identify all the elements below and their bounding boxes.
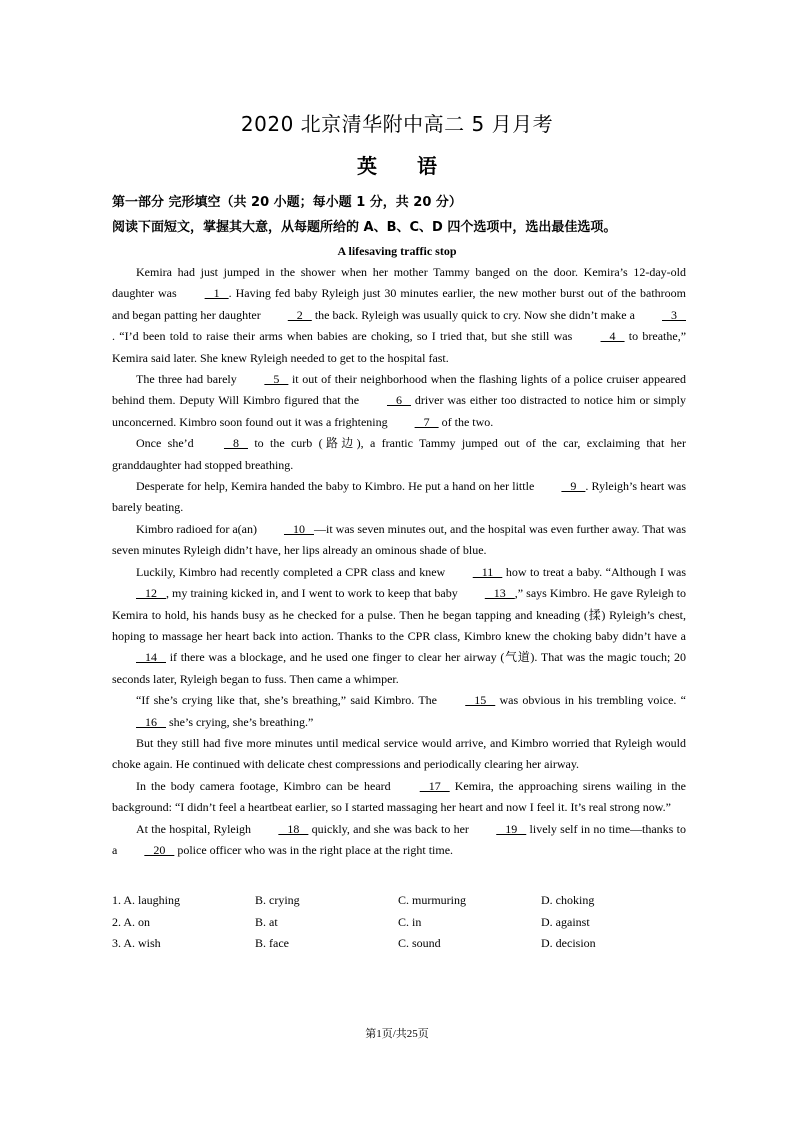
directions: 阅读下面短文，掌握其大意，从每题所给的 A、B、C、D 四个选项中，选出最佳选项。 (112, 220, 617, 235)
passage-text: . “I’d been told to raise their arms when babies are choking, so I tried that, but she still was (112, 329, 577, 344)
blank-15: 15 (465, 693, 496, 708)
option-item: 2. A. on (112, 914, 151, 929)
passage-paragraph (112, 433, 686, 476)
option-row (112, 911, 692, 932)
passage-text: to breathe,” Kemira said later. She knew Ryleigh needed to get to the hospital fast. (112, 329, 687, 365)
passage-text: how to treat a baby. “Although I was (502, 564, 686, 579)
passage-paragraph (112, 369, 686, 433)
passage-text: The three had barely (136, 372, 241, 387)
passage-text: ,” says Kimbro. He gave Ryleigh to Kemira to hold, his hands busy as he checked for a pulse. Then he began tapping and kneading (揉) Ryleigh’s chest, hoping to massage her heart back into action. Thanks to the CPR class, Kimbro knew the choking baby didn’t have a (112, 586, 686, 643)
passage-text: . Having fed baby Ryleigh just 30 minutes earlier, the new mother burst out of the bathroom and began patting her daughter (112, 286, 686, 322)
blank-8: 8 (223, 436, 248, 451)
subject-char-2: 语 (417, 154, 437, 178)
option-row (112, 890, 692, 911)
passage-text: Kemira, the approaching sirens wailing in the background: “I didn’t feel a heartbeat earlier, so I started massaging her heart and now I feel it. It’s real strong now.” (112, 778, 687, 815)
passage-text: , my training kicked in, and I went to work to keep that baby (166, 586, 461, 601)
blank-3: 3 (662, 307, 686, 322)
option-item: B. crying (255, 893, 300, 908)
passage-text: police officer who was in the right place at the right time. (174, 842, 454, 857)
passage-paragraph (112, 776, 686, 819)
passage-text: lively self in no time—thanks to a (112, 821, 686, 857)
blank-7: 7 (414, 414, 439, 429)
passage-text: But they still had five more minutes until medical service would arrive, and Kimbro worried that Ryleigh would choke again. He continued with delicate chest compressions and periodically clearing her airway. (112, 735, 686, 772)
blank-18: 18 (278, 821, 309, 836)
blank-16: 16 (136, 714, 166, 729)
passage-text: quickly, and she was back to her (308, 821, 473, 836)
passage-text: she’s crying, she’s breathing.” (166, 714, 314, 729)
option-item: B. at (255, 914, 278, 929)
passage-text: was obvious in his trembling voice. “ (495, 693, 686, 708)
blank-4: 4 (600, 329, 625, 344)
options-list (112, 890, 692, 954)
option-item: 1. A. laughing (112, 893, 180, 908)
passage-text: the back. Ryleigh was usually quick to cry. Now she didn’t make a (311, 307, 638, 322)
passage-text: to the curb (路边), a frantic Tammy jumped out of the car, exclaiming that her granddaughter had stopped breathing. (112, 436, 686, 472)
option-item: B. face (255, 935, 289, 950)
passage-text: . Ryleigh’s heart was barely beating. (112, 479, 686, 515)
option-item: 3. A. wish (112, 935, 161, 950)
subject-heading (0, 150, 794, 179)
blank-14: 14 (136, 650, 166, 665)
passage-text: it out of their neighborhood when the flashing lights of a police cruiser appeared behind them. Deputy Will Kimbro figured that the (112, 372, 686, 408)
option-row (112, 933, 692, 954)
option-item: D. against (541, 914, 590, 929)
passage-paragraph (112, 519, 686, 562)
passage-text: “If she’s crying like that, she’s breathing,” said Kimbro. The (136, 693, 442, 708)
passage-body (112, 262, 686, 861)
passage-text: Once she’d (136, 436, 200, 451)
option-item: D. choking (541, 893, 595, 908)
passage-text: Desperate for help, Kemira handed the baby to Kimbro. He put a hand on her little (136, 479, 538, 494)
passage-text: Luckily, Kimbro had recently completed a CPR class and knew (136, 564, 449, 579)
exam-title: 2020 北京清华附中高二 5 月月考 (240, 112, 554, 136)
option-item: C. sound (398, 935, 441, 950)
blank-6: 6 (386, 393, 411, 408)
option-item: C. murmuring (398, 893, 466, 908)
passage-paragraph (112, 476, 686, 519)
option-item: D. decision (541, 935, 596, 950)
blank-2: 2 (287, 307, 312, 322)
blank-20: 20 (144, 842, 175, 857)
passage-text: if there was a blockage, and he used one finger to clear her airway (气道). That was the magic touch; 20 seconds later, Ryleigh began to fuss. Then came a whimper. (112, 650, 686, 686)
blank-13: 13 (484, 586, 515, 601)
subject-char-1: 英 (357, 154, 377, 178)
passage-text: of the two. (438, 414, 494, 429)
option-item: C. in (398, 914, 422, 929)
blank-5: 5 (264, 372, 289, 387)
blank-12: 12 (136, 586, 166, 601)
blank-1: 1 (204, 286, 229, 301)
passage-text: Kimbro radioed for a(an) (136, 521, 260, 536)
blank-11: 11 (472, 564, 503, 579)
passage-paragraph (112, 562, 686, 690)
page-footer: 第1页/共25页 (365, 1028, 429, 1040)
passage-text: At the hospital, Ryleigh (136, 821, 255, 836)
passage-paragraph (112, 690, 686, 733)
passage-paragraph (112, 819, 686, 862)
passage-text: In the body camera footage, Kimbro can be heard (136, 778, 396, 793)
passage-title: A lifesaving traffic stop (337, 244, 457, 258)
blank-9: 9 (561, 479, 586, 494)
blank-19: 19 (496, 821, 527, 836)
passage-text: Kemira had just jumped in the shower when her mother Tammy banged on the door. Kemira’s 12-day-old daughter was (112, 265, 686, 301)
part-heading: 第一部分 完形填空（共 20 小题；每小题 1 分，共 20 分） (112, 195, 462, 210)
passage-text: driver was either too distracted to notice him or simply unconcerned. Kimbro soon found out it was a frightening (112, 393, 686, 429)
blank-10: 10 (283, 521, 314, 536)
passage-text: —it was seven minutes out, and the hospital was even further away. That was seven minutes Ryleigh didn’t have, her lips already an ominous shade of blue. (112, 521, 686, 558)
passage-paragraph (112, 733, 686, 776)
passage-paragraph (112, 262, 686, 369)
blank-17: 17 (419, 778, 450, 793)
